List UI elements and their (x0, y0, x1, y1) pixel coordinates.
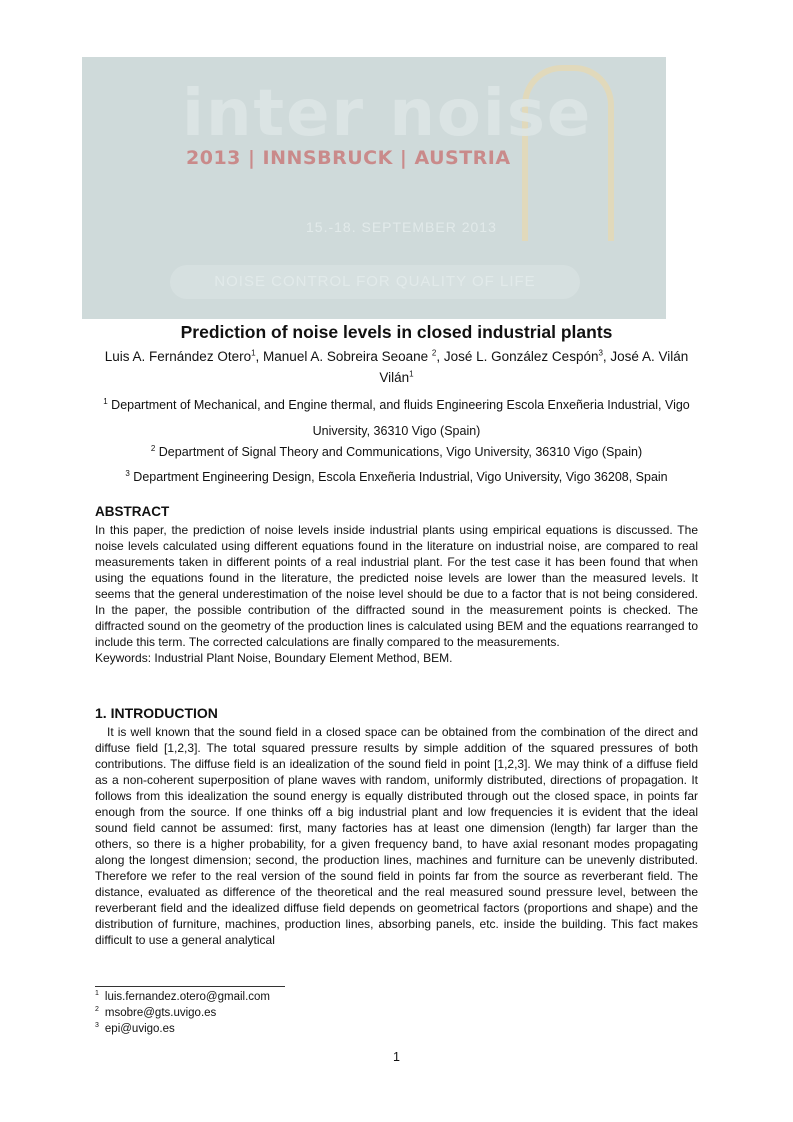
author-1: Luis A. Fernández Otero (104, 349, 252, 364)
author-2: , Manuel A. Sobreira Seoane (255, 349, 432, 364)
author-3-sup: 3 (598, 348, 603, 358)
footnote-2-sup: 2 (95, 1006, 99, 1014)
conference-motto: NOISE CONTROL FOR QUALITY OF LIFE (170, 265, 580, 299)
abstract-text: In this paper, the prediction of noise levels inside industrial plants using empirical equations is discussed. The noise levels calculated using different equations found in the literature on industrial noise, are compared to real measurements taken in different points of a real industrial plant. For the test case it has been found that when using the equations found in the literature, the predicted noise levels are lower than the measured levels. It seems that the general underestimation of the noise level should be due to a factor that is not being considered. In the paper, the possible contribution of the diffracted sound in the measurement points is checked. The diffracted sound on the geometry of the production lines is calculated using BEM and the equations rearranged to include this term. The corrected calculations are finally compared to the measurements. (95, 523, 698, 649)
introduction-heading: 1. INTRODUCTION (95, 705, 218, 721)
footnote-1-sup: 1 (95, 990, 99, 998)
author-3: , José L. González Cespón (436, 349, 599, 364)
footnote-3-sup: 3 (95, 1022, 99, 1030)
affiliation-2 (95, 439, 698, 465)
abstract-body (95, 522, 698, 666)
affiliation-2-text: Department of Signal Theory and Communications, Vigo University, 36310 Vigo (Spain) (158, 445, 643, 459)
author-4-sup: 1 (409, 369, 414, 379)
affiliation-1-sup: 1 (103, 396, 108, 406)
affiliation-3-text: Department Engineering Design, Escola Enxeñeria Industrial, Vigo University, Vigo 36208, Spain (133, 470, 668, 484)
abstract-heading: ABSTRACT (95, 504, 170, 519)
conference-dates: 15.-18. SEPTEMBER 2013 (306, 219, 497, 235)
affiliation-1 (95, 392, 698, 444)
footnote-3 (95, 1022, 175, 1037)
page-number: 1 (393, 1050, 400, 1064)
author-2-sup: 2 (431, 348, 437, 358)
author-list (100, 346, 693, 388)
affiliation-3-sup: 3 (125, 468, 130, 478)
conference-banner (82, 57, 666, 319)
footnote-1-text: luis.fernandez.otero@gmail.com (104, 991, 270, 1003)
introduction-body: It is well known that the sound field in a closed space can be obtained from the combination of the direct and diffuse field [1,2,3]. The total squared pressure results by simple addition of the squared pressures of both contributions. The diffuse field is an idealization of the sound field in point [1,2,3]. We may think of a diffuse field as a non-coherent superposition of plane waves with random, uniformly distributed, directions of propagation. It follows from this idealization the sound energy is equally distributed through out the closed space, in points far enough from the source. If one thinks off a big industrial plant and low frequencies it is evident that the ideal sound field cannot be assumed: first, many factories has at least one dimension (length) far larger than the others, so there is a higher probability, for a given frequency band, to have axial resonant modes propagating along the longest dimension; second, the production lines, machines and furniture can be unevenly distributed. Therefore we refer to the real version of the sound field in points far from the source as reverberant field. The distance, evaluated as difference of the theoretical and the real measured sound pressure level, between the reverberant field and the idealized diffuse field depends on geometrical factors (proportions and shape) and the distribution of furniture, machines, production lines, absorbing panels, etc. inside the building. This fact makes difficult to use a general analytical (95, 725, 698, 947)
affiliation-3 (95, 464, 698, 490)
author-1-sup: 1 (251, 348, 256, 358)
author-4: , José A. Vilán Vilán (379, 349, 689, 385)
footnote-2-text: msobre@gts.uvigo.es (104, 1007, 217, 1019)
footnote-2 (95, 1006, 216, 1021)
abstract-keywords: Keywords: Industrial Plant Noise, Boundary Element Method, BEM. (95, 651, 453, 665)
paper-title: Prediction of noise levels in closed industrial plants (180, 322, 613, 342)
conference-subtitle: 2013 | INNSBRUCK | AUSTRIA (186, 147, 511, 169)
conference-logo: inter noise (182, 77, 593, 151)
footnote-1 (95, 990, 270, 1005)
footnote-divider (95, 986, 285, 987)
footnote-3-text: epi@uvigo.es (104, 1023, 175, 1035)
affiliation-2-sup: 2 (150, 443, 156, 453)
affiliation-1-text: Department of Mechanical, and Engine thermal, and fluids Engineering Escola Enxeñeria Industrial, Vigo University, 36310 Vigo (Spain) (111, 398, 690, 438)
